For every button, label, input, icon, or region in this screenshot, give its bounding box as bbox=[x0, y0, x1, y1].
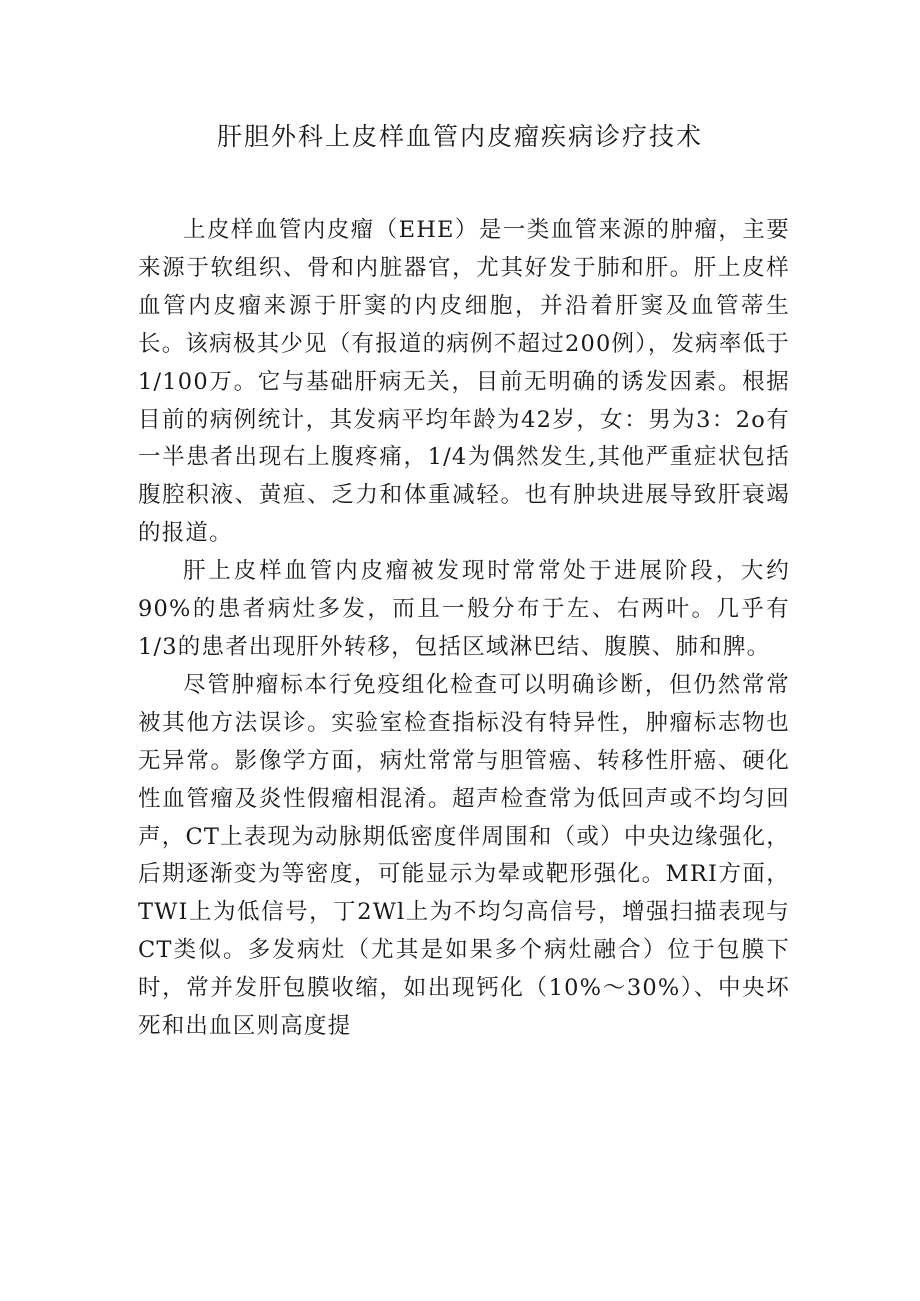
paragraph-progression: 肝上皮样血管内皮瘤被发现时常常处于进展阶段，大约90%的患者病灶多发，而且一般分布于左、右两叶。几乎有1/3的患者出现肝外转移，包括区域淋巴结、腹膜、肺和脾。 bbox=[138, 558, 790, 660]
paragraph-diagnosis: 尽管肿瘤标本行免疫组化检查可以明确诊断，但仍然常常被其他方法误诊。实验室检查指标没有特异性，肿瘤标志物也无异常。影像学方面，病灶常常与胆管癌、转移性肝癌、硬化性血管瘤及炎性假瘤相混淆。超声检查常为低回声或不均匀回声，CT上表现为动脉期低密度伴周围和（或）中央边缘强化，后期逐渐变为等密度，可能显示为晕或靶形强化。MRI方面，TWI上为低信号，丁2Wl上为不均匀高信号，增强扫描表现与CT类似。多发病灶（尤其是如果多个病灶融合）位于包膜下时，常并发肝包膜收缩，如出现钙化（10%～30%）、中央坏死和出血区则高度提 bbox=[138, 671, 790, 1040]
document-title: 肝胆外科上皮样血管内皮瘤疾病诊疗技术 bbox=[216, 122, 703, 151]
paragraph-intro: 上皮样血管内皮瘤（EHE）是一类血管来源的肿瘤，主要来源于软组织、骨和内脏器官，尤其好发于肺和肝。肝上皮样血管内皮瘤来源于肝窦的内皮细胞，并沿着肝窦及血管蒂生长。该病极其少见（有报道的病例不超过200例），发病率低于1/100万。它与基础肝病无关，目前无明确的诱发因素。根据目前的病例统计，其发病平均年龄为42岁，女：男为3：2o有一半患者出现右上腹疼痛，1/4为偶然发生,其他严重症状包括腹腔积液、黄疸、乏力和体重减轻。也有肿块进展导致肝衰竭的报道。 bbox=[138, 217, 790, 547]
document-body bbox=[138, 212, 790, 1046]
